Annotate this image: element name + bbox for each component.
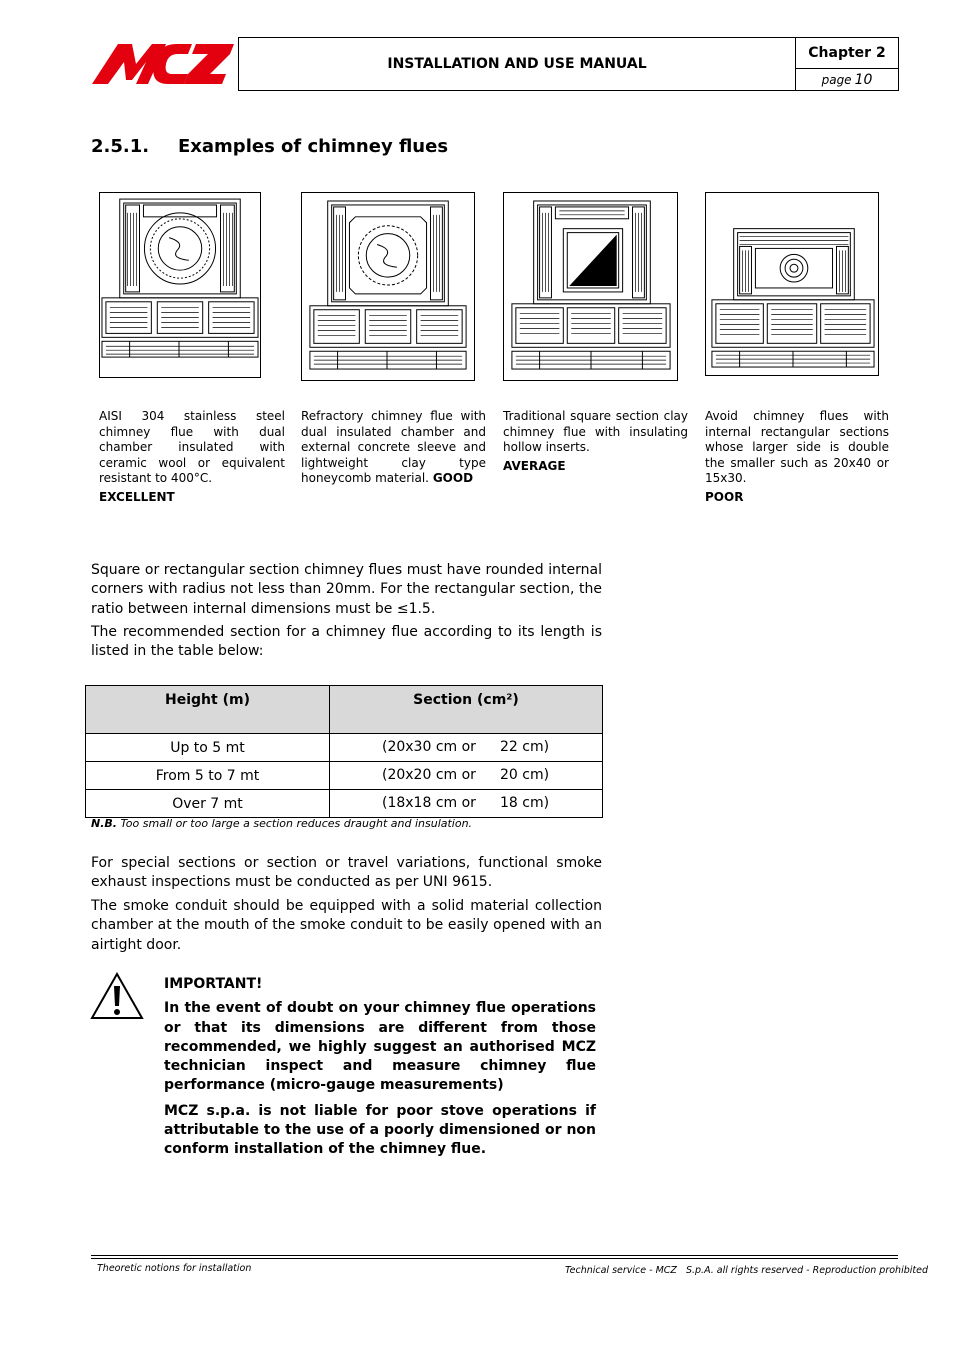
footer-copyright: Technical service - MCZ S.p.A. all rights reserved - Reproduction prohibited <box>565 1265 928 1276</box>
section-dimensions: (20x20 cm or <box>382 767 476 783</box>
caption-text: Traditional square section clay chimney flue with insulating hollow inserts. <box>503 409 688 455</box>
figure-caption <box>99 409 285 506</box>
figure-rectangular-flue <box>705 192 879 376</box>
section-cell <box>330 762 603 790</box>
section-dimensions: (20x30 cm or <box>382 739 476 755</box>
important-notice <box>164 975 596 1166</box>
flue-section-table <box>85 685 603 818</box>
paragraph-recommended-section: The recommended section for a chimney flue according to its length is listed in the table below: <box>91 624 602 660</box>
warning-icon <box>90 972 144 1020</box>
rating-label: EXCELLENT <box>99 489 175 504</box>
section-dimensions: (18x18 cm or <box>382 795 476 811</box>
figure-refractory-flue <box>301 192 475 381</box>
page-label: page <box>821 73 852 87</box>
paragraph-collection-chamber: The smoke conduit should be equipped with a solid material collection chamber at the mouth of the smoke conduit to be easily opened with an airtight door. <box>91 898 602 953</box>
chapter-box <box>795 37 899 91</box>
table-row <box>86 762 603 790</box>
important-title: IMPORTANT! <box>164 976 263 992</box>
figure-caption <box>705 409 889 506</box>
refractory-flue-diagram-icon <box>302 193 474 380</box>
footer-divider <box>91 1258 898 1259</box>
table-header-section: Section (cm²) <box>330 686 603 734</box>
height-cell: Over 7 mt <box>86 790 330 818</box>
figure-clay-flue <box>503 192 678 381</box>
paragraph-special-sections: For special sections or section or travel variations, functional smoke exhaust inspections must be conducted as per UNI 9615. <box>91 855 602 891</box>
section-cell <box>330 790 603 818</box>
section-diameter: 18 cm) <box>500 795 550 811</box>
figure-caption <box>301 409 486 487</box>
rating-label: POOR <box>705 489 744 504</box>
stainless-flue-diagram-icon <box>100 193 260 377</box>
table-note <box>91 817 472 830</box>
page-number: 10 <box>854 72 873 88</box>
caption-text: Refractory chimney flue with dual insulated chamber and external concrete sleeve and lightweight clay type honeycomb material. <box>301 409 486 486</box>
manual-title: INSTALLATION AND USE MANUAL <box>238 37 796 91</box>
mcz-logo <box>92 42 234 86</box>
clay-flue-diagram-icon <box>504 193 677 380</box>
table-row <box>86 734 603 762</box>
footer-divider <box>91 1255 898 1256</box>
footer-section-name: Theoretic notions for installation <box>97 1263 252 1274</box>
mcz-logo-icon <box>92 42 234 86</box>
section-title: Examples of chimney flues <box>178 136 449 157</box>
paragraph-rounded-corners: Square or rectangular section chimney flues must have rounded internal corners with radius not less than 20mm. For the rectangular section, the ratio between internal dimensions must be ≤1.5. <box>91 562 602 617</box>
figure-caption <box>503 409 688 474</box>
chapter-label: Chapter 2 <box>796 38 898 69</box>
section-number: 2.5.1. <box>91 136 150 157</box>
note-text: Too small or too large a section reduces draught and insulation. <box>116 817 473 830</box>
rectangular-flue-diagram-icon <box>706 193 878 375</box>
section-diameter: 22 cm) <box>500 739 550 755</box>
height-cell: Up to 5 mt <box>86 734 330 762</box>
table-row <box>86 790 603 818</box>
table-header-height: Height (m) <box>86 686 330 734</box>
rating-label: AVERAGE <box>503 458 566 473</box>
note-label: N.B. <box>91 817 117 830</box>
section-cell <box>330 734 603 762</box>
liability-paragraph: MCZ s.p.a. is not liable for poor stove operations if attributable to the use of a poorly dimensioned or non conform installation of the chimney flue. <box>164 1102 596 1158</box>
caption-text: Avoid chimney flues with internal rectangular sections whose larger side is double the smaller such as 20x40 or 15x30. <box>705 409 889 486</box>
height-cell: From 5 to 7 mt <box>86 762 330 790</box>
page-indicator <box>796 68 898 92</box>
section-diameter: 20 cm) <box>500 767 550 783</box>
important-paragraph: In the event of doubt on your chimney flue operations or that its dimensions are different from those recommended, we highly suggest an authorised MCZ technician inspect and measure chimney flue performance (micro-gauge measurements) <box>164 1000 596 1094</box>
figure-stainless-flue <box>99 192 261 378</box>
caption-text: AISI 304 stainless steel chimney flue with dual chamber insulated with ceramic wool or equivalent resistant to 400°C. <box>99 409 285 486</box>
rating-label: GOOD <box>432 471 474 486</box>
